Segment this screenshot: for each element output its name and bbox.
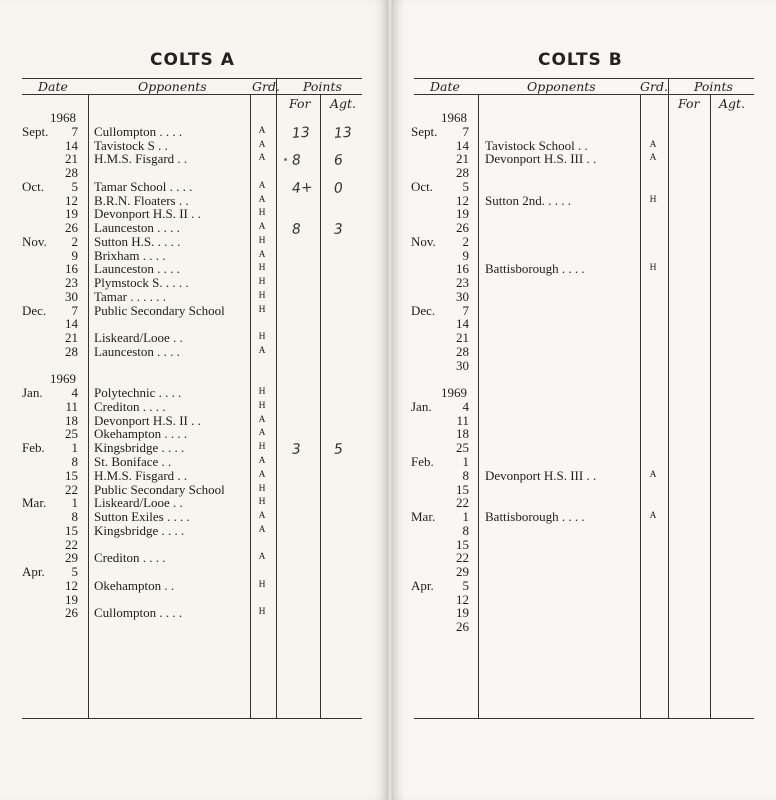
fixture-ground: H — [649, 263, 657, 274]
fixture-month: Dec. — [22, 302, 47, 318]
fixture-day: 8 — [462, 467, 469, 483]
fixture-month: Feb. — [22, 440, 45, 456]
fixture-day: 19 — [456, 605, 469, 621]
fixture-points-for — [292, 344, 316, 346]
fixture-ground: A — [258, 456, 266, 466]
col-divider-date — [88, 94, 89, 718]
fixture-points-against — [334, 399, 358, 401]
fixture-ground: A — [258, 222, 266, 233]
fixture-day: 28 — [65, 343, 78, 359]
points-subheader-rule — [286, 94, 362, 95]
fixture-points-against: 6 — [333, 152, 344, 170]
fixture-day: 21 — [65, 151, 78, 167]
fixture-ground: A — [258, 414, 266, 425]
fixture-points-for — [292, 289, 316, 291]
fixture-opponent: Okehampton . . — [94, 577, 175, 593]
fixture-points-against — [334, 248, 358, 250]
fixture-points-for — [292, 399, 316, 401]
fixture-opponent: Launceston . . . . — [94, 220, 180, 236]
fixture-day: 11 — [456, 412, 469, 428]
fixture-ground: A — [649, 139, 657, 150]
fixture-opponent: Devonport H.S. II . . — [94, 206, 201, 222]
fixture-ground: H — [258, 208, 266, 219]
fixture-day: 21 — [456, 151, 469, 167]
fixture-points-against — [334, 289, 358, 291]
col-divider-for — [710, 94, 711, 718]
fixture-opponent: Polytechnic . . . . — [94, 385, 182, 401]
fixture-points-for — [292, 262, 316, 264]
fixture-month: Apr. — [22, 564, 45, 580]
fixture-day: 7 — [71, 123, 78, 139]
ink-spot — [284, 158, 287, 161]
footer-rule — [414, 718, 754, 719]
fixture-points-against — [334, 495, 358, 497]
fixture-points-against — [334, 564, 358, 566]
fixture-ground: A — [258, 552, 266, 563]
fixture-ground: A — [649, 469, 657, 480]
fixture-day: 28 — [65, 165, 78, 181]
fixture-points-against — [334, 606, 358, 608]
fixture-day: 30 — [456, 357, 469, 373]
col-header-agt: Agt. — [719, 96, 746, 111]
fixture-day: 5 — [462, 577, 469, 593]
fixture-day: 14 — [65, 137, 78, 153]
fixture-opponent: Launceston . . . . — [94, 343, 180, 359]
fixture-opponent: B.R.N. Floaters . . — [94, 192, 189, 208]
fixture-day: 14 — [65, 316, 78, 332]
fixture-opponent: Devonport H.S. II . . — [94, 412, 201, 428]
fixture-month: Mar. — [411, 509, 436, 525]
fixture-opponent: Public Secondary School — [94, 302, 225, 318]
fixture-points-against — [334, 262, 358, 264]
fixture-opponent: Tavistock School . . — [485, 137, 588, 153]
fixture-day: 12 — [456, 591, 469, 607]
fixture-day: 5 — [462, 178, 469, 194]
fixture-day: 1969 — [50, 371, 76, 387]
page-title: COLTS A — [150, 50, 235, 70]
fixture-day: 30 — [456, 288, 469, 304]
fixture-ground: H — [258, 442, 266, 453]
fixture-points-against — [334, 427, 358, 429]
fixture-opponent: Cullompton . . . . — [94, 605, 183, 621]
fixture-opponent: Sutton 2nd. . . . . — [485, 192, 571, 208]
fixture-points-against — [334, 275, 358, 277]
fixture-opponent: St. Boniface . . — [94, 454, 172, 469]
fixture-day: 7 — [462, 302, 469, 318]
col-header-for: For — [678, 96, 700, 111]
fixture-day: 21 — [65, 330, 78, 346]
fixture-month: Jan. — [411, 398, 432, 414]
fixture-day: 19 — [65, 591, 78, 607]
fixture-ground: H — [258, 607, 266, 618]
fixture-opponent: Plymstock S. . . . . — [94, 275, 189, 291]
fixture-points-for — [292, 372, 316, 374]
fixture-month: Jan. — [22, 385, 43, 401]
fixture-day: 25 — [65, 426, 78, 442]
fixture-ground: H — [649, 194, 657, 205]
fixture-points-against — [334, 578, 358, 580]
fixture-ground: H — [258, 332, 266, 343]
fixture-day: 12 — [456, 192, 469, 208]
fixture-points-for — [292, 413, 316, 415]
fixture-ground: A — [649, 511, 657, 522]
fixture-ground: A — [258, 139, 266, 150]
fixture-points-for — [292, 564, 316, 566]
col-divider-grd — [668, 78, 669, 718]
fixture-ground: H — [258, 263, 266, 274]
fixture-day: 16 — [65, 261, 78, 277]
fixture-day: 1 — [462, 454, 469, 469]
col-header-for: For — [289, 96, 311, 111]
fixture-ground: H — [258, 387, 266, 398]
fixture-points-against — [334, 550, 358, 552]
fixture-points-for — [292, 537, 316, 539]
fixture-points-for — [292, 206, 316, 208]
fixture-points-against — [334, 344, 358, 346]
fixture-day: 1968 — [50, 110, 76, 125]
fixture-month: Sept. — [22, 123, 49, 139]
fixture-points-against — [334, 592, 358, 594]
fixture-day: 15 — [456, 481, 469, 497]
fixture-points-for — [292, 592, 316, 594]
fixture-opponent: Tavistock S . . — [94, 137, 168, 153]
fixture-points-for — [292, 523, 316, 525]
fixture-points-for — [292, 275, 316, 277]
fixture-day: 19 — [456, 206, 469, 222]
fixture-points-against — [334, 509, 358, 511]
fixture-opponent: Crediton . . . . — [94, 550, 166, 566]
fixture-month: Sept. — [411, 123, 438, 139]
fixture-opponent: H.M.S. Fisgard . . — [94, 151, 188, 167]
fixture-points-for — [292, 482, 316, 484]
fixture-day: 1 — [71, 440, 78, 456]
fixture-opponent: Kingsbridge . . . . — [94, 440, 185, 456]
fixture-day: 11 — [65, 398, 78, 414]
fixture-day: 15 — [65, 467, 78, 483]
col-header-opponents: Opponents — [138, 79, 207, 94]
fixture-opponent: H.M.S. Fisgard . . — [94, 467, 188, 483]
fixture-ground: A — [649, 153, 657, 164]
fixture-opponent: Launceston . . . . — [94, 261, 180, 277]
fixture-day: 22 — [456, 495, 469, 511]
fixture-points-against: 0 — [333, 180, 344, 197]
fixture-opponent: Sutton Exiles . . . . — [94, 509, 190, 525]
fixture-day: 22 — [65, 481, 78, 497]
fixture-day: 22 — [456, 550, 469, 566]
col-header-opponents: Opponents — [527, 79, 596, 94]
fixture-ground: A — [258, 345, 266, 356]
fixture-points-for: 8 — [291, 152, 302, 170]
fixture-points-for — [292, 358, 316, 360]
fixture-day: 18 — [456, 426, 469, 442]
fixture-points-for — [292, 578, 316, 580]
fixture-day: 12 — [65, 192, 78, 208]
fixture-points-for — [292, 303, 316, 305]
fixture-points-against — [334, 372, 358, 374]
fixture-opponent: Public Secondary School — [94, 481, 225, 497]
col-header-grd: Grd. — [252, 79, 280, 94]
fixture-points-for — [292, 468, 316, 470]
fixture-opponent: Liskeard/Looe . . — [94, 330, 183, 346]
fixture-points-against — [334, 385, 358, 387]
fixture-day: 15 — [65, 522, 78, 538]
fixture-points-against — [334, 317, 358, 319]
fixture-month: Nov. — [411, 233, 436, 249]
fixture-day: 2 — [462, 233, 469, 249]
fixture-points-against: 3 — [333, 221, 344, 238]
col-header-points: Points — [694, 79, 733, 94]
fixture-day: 14 — [456, 316, 469, 332]
fixture-day: 7 — [71, 302, 78, 318]
fixture-opponent: Liskeard/Looe . . — [94, 495, 183, 511]
fixture-ground: H — [258, 483, 266, 494]
fixture-ground: H — [258, 290, 266, 301]
fixture-ground: A — [258, 194, 266, 205]
fixture-ground: A — [258, 125, 266, 136]
fixture-opponent: Tamar . . . . . . — [94, 288, 167, 304]
fixture-ground: A — [258, 469, 266, 480]
fixture-points-for — [292, 385, 316, 387]
fixture-opponent: Battisborough . . . . — [485, 509, 585, 525]
fixture-points-for — [292, 248, 316, 250]
fixture-points-against — [334, 523, 358, 525]
col-header-date: Date — [430, 79, 460, 94]
fixture-points-for — [292, 606, 316, 608]
fixture-day: 28 — [456, 165, 469, 181]
fixture-points-for — [292, 509, 316, 511]
fixture-opponent: Sutton H.S. . . . . — [94, 233, 181, 249]
fixture-day: 23 — [65, 275, 78, 291]
fixture-day: 16 — [456, 261, 469, 277]
fixture-ground: H — [258, 579, 266, 590]
col-header-points: Points — [303, 79, 342, 94]
fixture-day: 1969 — [441, 385, 467, 401]
fixture-ground: A — [258, 249, 266, 260]
fixture-points-against — [334, 358, 358, 360]
fixture-day: 23 — [456, 275, 469, 291]
fixture-day: 14 — [456, 137, 469, 153]
fixture-day: 26 — [65, 605, 78, 621]
fixture-month: Apr. — [411, 577, 434, 593]
right-page-colts-b — [392, 0, 776, 800]
fixture-opponent: Cullompton . . . . — [94, 123, 183, 139]
header-mid-rule — [414, 94, 754, 95]
col-header-agt: Agt. — [330, 96, 357, 111]
fixture-points-against: 5 — [333, 441, 344, 459]
fixture-opponent: Devonport H.S. III . . — [485, 151, 597, 167]
fixture-day: 21 — [456, 330, 469, 346]
fixture-points-for — [292, 317, 316, 319]
fixture-month: Dec. — [411, 302, 436, 318]
fixture-day: 7 — [462, 123, 469, 139]
fixture-day: 9 — [462, 247, 469, 263]
fixture-points-against — [334, 303, 358, 305]
fixture-day: 12 — [65, 577, 78, 593]
fixture-day: 25 — [456, 440, 469, 456]
fixture-day: 15 — [456, 536, 469, 552]
fixture-opponent: Okehampton . . . . — [94, 426, 188, 442]
fixture-day: 1 — [462, 509, 469, 525]
fixture-ground: H — [258, 235, 266, 246]
fixture-day: 4 — [462, 398, 469, 414]
fixture-points-for: 4+ — [291, 179, 314, 197]
fixture-month: Feb. — [411, 454, 434, 469]
fixture-opponent: Brixham . . . . — [94, 247, 166, 263]
fixture-ground: A — [258, 428, 266, 439]
fixture-day: 8 — [462, 522, 469, 538]
fixture-day: 26 — [456, 619, 469, 635]
fixture-points-for: 8 — [291, 221, 302, 238]
fixture-day: 1 — [71, 495, 78, 511]
fixture-month: Nov. — [22, 233, 47, 249]
fixture-day: 1968 — [441, 110, 467, 125]
fixture-opponent: Devonport H.S. III . . — [485, 467, 597, 483]
fixture-points-for — [292, 495, 316, 497]
fixture-day: 5 — [71, 564, 78, 580]
fixture-points-against — [334, 206, 358, 208]
fixture-points-for — [292, 550, 316, 552]
col-divider-date — [478, 94, 479, 718]
fixture-opponent: Crediton . . . . — [94, 398, 166, 414]
fixture-day: 9 — [71, 247, 78, 263]
fixture-points-for: 3 — [291, 441, 302, 459]
fixture-points-for: 13 — [291, 124, 311, 142]
fixture-points-against — [334, 330, 358, 332]
fixture-day: 29 — [65, 550, 78, 566]
fixture-day: 26 — [456, 220, 469, 236]
fixture-opponent: Kingsbridge . . . . — [94, 522, 185, 538]
fixture-day: 4 — [71, 385, 78, 401]
fixture-points-against: 13 — [333, 124, 353, 142]
fixture-day: 22 — [65, 536, 78, 552]
fixture-day: 29 — [456, 564, 469, 580]
fixture-day: 26 — [65, 220, 78, 236]
fixture-ground: A — [258, 180, 266, 191]
fixture-opponent: Battisborough . . . . — [485, 261, 585, 277]
col-header-grd: Grd. — [640, 79, 668, 94]
fixture-points-for — [292, 427, 316, 429]
fixture-ground: A — [258, 524, 266, 535]
fixture-month: Oct. — [22, 178, 45, 194]
fixture-opponent: Tamar School . . . . — [94, 178, 193, 194]
col-divider-opponents — [640, 94, 641, 718]
fixture-points-against — [334, 468, 358, 470]
fixture-points-against — [334, 537, 358, 539]
fixture-day: 30 — [65, 288, 78, 304]
col-header-date: Date — [38, 79, 68, 94]
fixture-points-against — [334, 482, 358, 484]
fixture-ground: H — [258, 497, 266, 508]
fixture-ground: A — [258, 511, 266, 522]
col-divider-for — [320, 94, 321, 718]
fixture-day: 8 — [71, 454, 78, 469]
fixture-ground: H — [258, 304, 266, 315]
fixture-points-for — [292, 330, 316, 332]
page-title: COLTS B — [538, 50, 623, 70]
fixture-day: 18 — [65, 412, 78, 428]
fixture-month: Mar. — [22, 495, 47, 511]
fixture-day: 8 — [71, 509, 78, 525]
fixture-points-against — [334, 413, 358, 415]
fixture-ground: H — [258, 277, 266, 288]
fixture-day: 2 — [71, 233, 78, 249]
fixture-day: 5 — [71, 178, 78, 194]
fixture-day: 19 — [65, 206, 78, 222]
col-divider-grd — [276, 78, 277, 718]
fixture-ground: A — [258, 153, 266, 164]
footer-rule — [22, 718, 362, 719]
fixture-month: Oct. — [411, 178, 434, 194]
fixture-ground: H — [258, 400, 266, 411]
fixture-day: 28 — [456, 343, 469, 359]
